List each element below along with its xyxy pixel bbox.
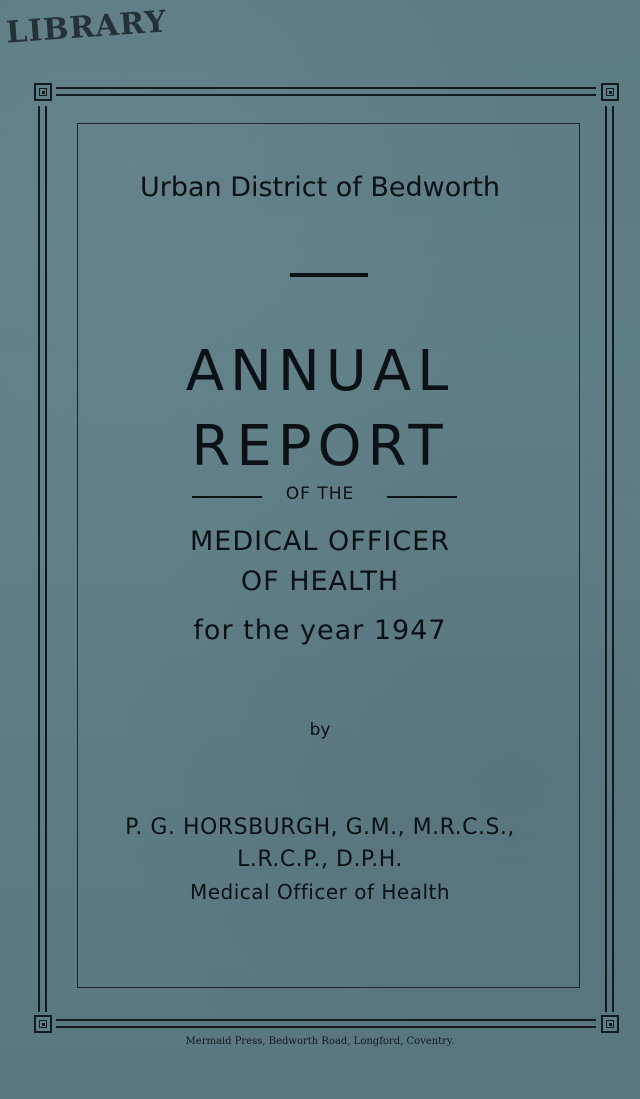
author-name: P. G. HORSBURGH, G.M., M.R.C.S., [125,815,515,840]
ornament-square-icon [601,1015,619,1033]
subtitle-of-health: OF HEALTH [240,566,400,597]
left-border-rule-inner [45,106,47,1012]
ornament-square-icon [601,83,619,101]
title-annual: ANNUAL [185,339,455,404]
right-border-rule-inner [605,106,607,1012]
right-border-rule-outer [612,106,614,1012]
report-year: for the year 1947 [193,615,447,646]
top-border-rule-outer [56,87,596,89]
bottom-border-rule-outer [56,1019,596,1021]
title-divider-bar [290,273,368,277]
bottom-border-rule-inner [56,1026,596,1028]
of-the-row [0,484,640,508]
left-border-rule-outer [38,106,40,1012]
top-border-rule-inner [56,94,596,96]
ornament-square-icon [34,1015,52,1033]
author-qualifications: L.R.C.P., D.P.H. [237,847,403,872]
of-the-right-rule [387,496,457,498]
library-stamp: LIBRARY [4,4,169,51]
ornament-square-icon [34,83,52,101]
author-role: Medical Officer of Health [189,880,451,904]
of-the-label: OF THE [285,484,355,504]
district-heading: Urban District of Bedworth [139,172,501,203]
subtitle-medical-officer: MEDICAL OFFICER [189,526,450,557]
title-report: REPORT [191,414,449,479]
by-label: by [309,720,331,740]
printer-imprint: Mermaid Press, Bedworth Road, Longford, Coventry. [185,1036,455,1047]
